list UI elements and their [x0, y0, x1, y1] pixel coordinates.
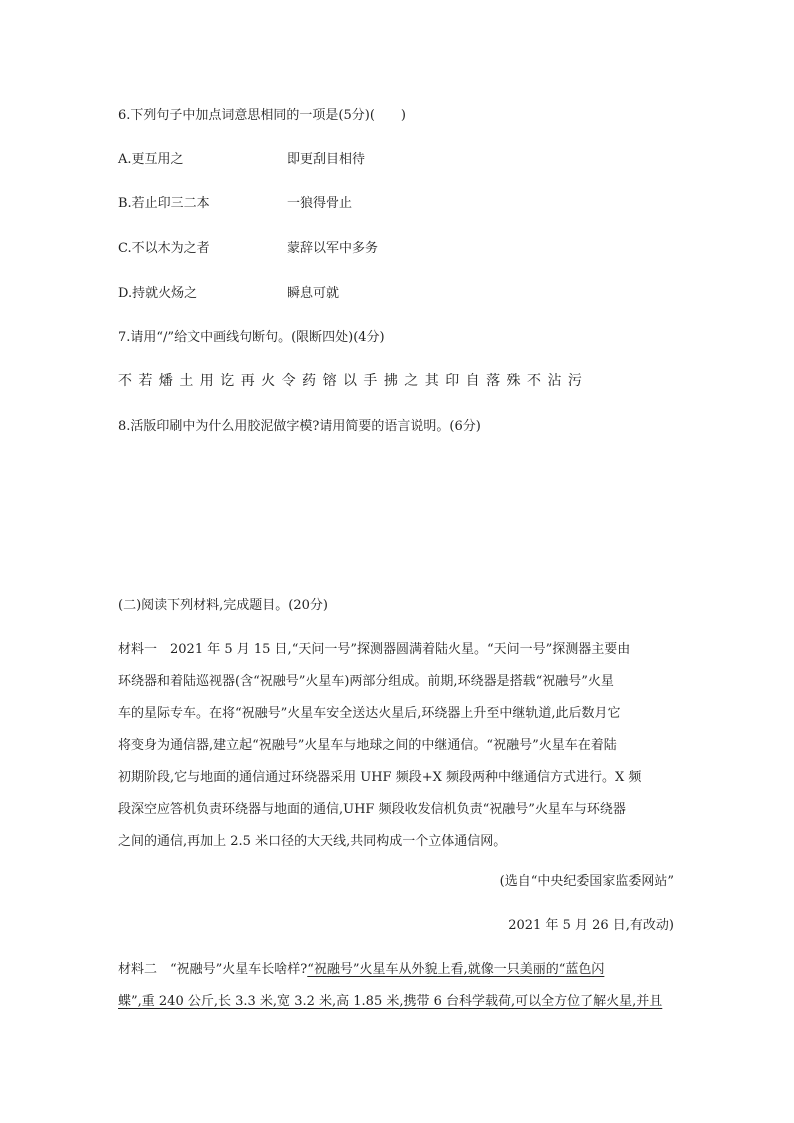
material-1-line: 将变身为通信器,建立起“祝融号”火星车与地球之间的中继通信。“祝融号”火星车在着陆 — [118, 738, 617, 753]
q6-option-b-left: B.若止印三二本 — [118, 196, 210, 211]
q6-option-a-left: A.更互用之 — [118, 152, 184, 167]
q6-option-d-left: D.持就火炀之 — [118, 286, 198, 301]
material-1-line: 之间的通信,再加上 2.5 米口径的大天线,共同构成一个立体通信网。 — [118, 834, 507, 849]
q6-option-c-right: 蒙辞以军中多务 — [287, 241, 379, 256]
question-6-stem: 6.下列句子中加点词意思相同的一项是(5分)( ) — [118, 108, 406, 123]
q6-option-a-right: 即更刮目相待 — [287, 152, 366, 167]
material-1-line: 车的星际专车。在将“祝融号”火星车安全送达火星后,环绕器上升至中继轨道,此后数月它 — [118, 706, 621, 721]
material-1-line: 材料一 2021 年 5 月 15 日,“天问一号”探测器圆满着陆火星。“天问一号”探测器主要由 — [118, 642, 631, 657]
material-1-line: 环绕器和着陆巡视器(含“祝融号”火星车)两部分组成。前期,环绕器是搭载“祝融号”火星 — [118, 674, 614, 689]
material-2-prefix: 材料二 “祝融号”火星车长啥样? — [118, 962, 308, 977]
q6-option-c-left: C.不以木为之者 — [118, 241, 210, 256]
section-2-title: (二)阅读下列材料,完成题目。(20分) — [118, 598, 328, 613]
material-2-line-1 — [118, 958, 604, 977]
material-1-date: 2021 年 5 月 26 日,有改动) — [508, 918, 674, 933]
material-1-source: (选自“中央纪委国家监委网站” — [499, 874, 674, 889]
material-2-line-2: 蝶”,重 240 公斤,长 3.3 米,宽 3.2 米,高 1.85 米,携带 6 台科学载荷,可以全方位了解火星,并且 — [118, 994, 663, 1009]
q6-option-b-right: 一狼得骨止 — [287, 196, 353, 211]
q6-option-d-right: 瞬息可就 — [287, 286, 340, 301]
material-2-underlined-text: “祝融号”火星车从外貌上看,就像一只美丽的“蓝色闪 — [307, 962, 605, 977]
question-8-stem: 8.活版印刷中为什么用胶泥做字模?请用简要的语言说明。(6分) — [118, 419, 481, 434]
question-7-sentence: 不 若 燔 土 用 讫 再 火 令 药 镕 以 手 拂 之 其 印 自 落 殊 不 沾 污 — [118, 373, 583, 389]
material-1-line: 段深空应答机负责环绕器与地面的通信,UHF 频段收发信机负责“祝融号”火星车与环绕器 — [118, 802, 626, 817]
material-1-line: 初期阶段,它与地面的通信通过环绕器采用 UHF 频段+X 频段两种中继通信方式进行。X 频 — [118, 770, 642, 785]
question-7-stem: 7.请用“/”给文中画线句断句。(限断四处)(4分) — [118, 330, 385, 345]
